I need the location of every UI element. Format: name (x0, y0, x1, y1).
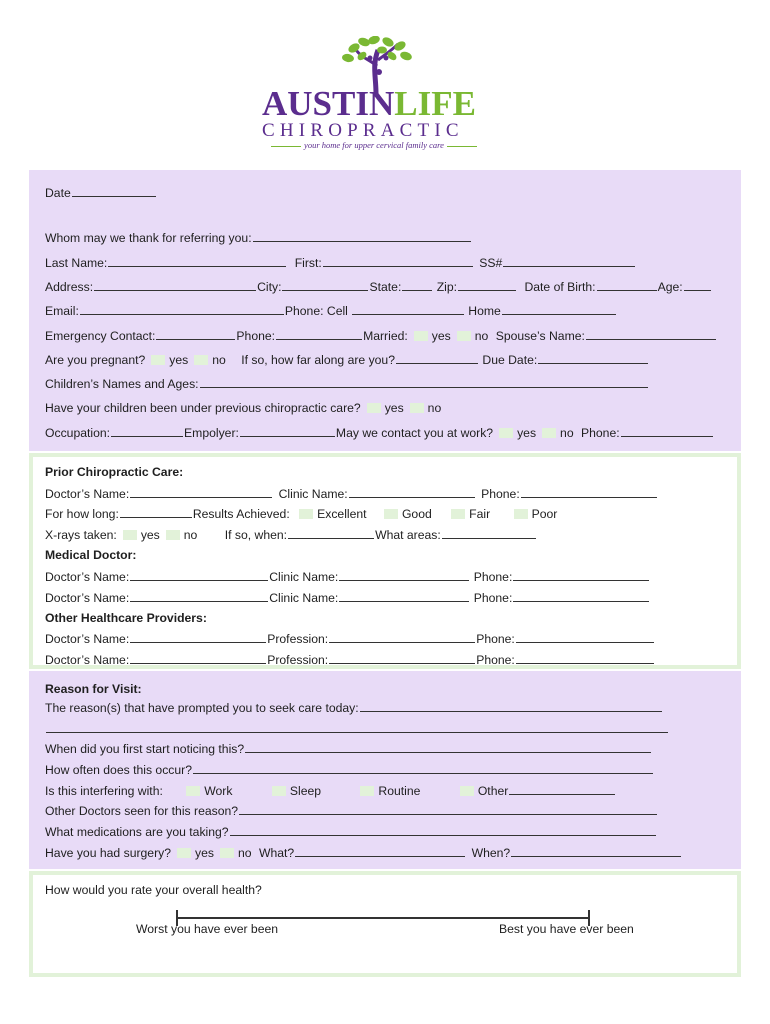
prior-phone-field[interactable] (521, 486, 657, 498)
how-far-field[interactable] (396, 352, 478, 364)
reasons-row (45, 700, 663, 715)
surgery-yes-checkbox[interactable] (177, 848, 191, 858)
medical-phone-field[interactable] (513, 569, 649, 581)
prior-care-section (29, 453, 741, 669)
fair-checkbox[interactable] (451, 509, 465, 519)
prior-doctor-label: Doctor’s Name: (45, 487, 130, 501)
dob-field[interactable] (597, 279, 657, 291)
date-label: Date (45, 186, 71, 200)
other-provider-row-2 (45, 652, 655, 667)
routine-label: Routine (378, 784, 421, 798)
xrays-yes-label: yes (140, 528, 160, 542)
when-field[interactable] (511, 845, 681, 857)
profession-field[interactable] (329, 631, 475, 643)
date-row (45, 185, 157, 200)
work-label: Work (204, 784, 233, 798)
address-field[interactable] (94, 279, 256, 291)
logo-subtitle: CHIROPRACTIC (262, 120, 464, 141)
medications-field[interactable] (230, 824, 656, 836)
prior-care-heading: Prior Chiropractic Care: (45, 465, 184, 479)
married-yes-checkbox[interactable] (414, 331, 428, 341)
austin-life-logo (258, 36, 498, 154)
married-label: Married: (363, 329, 408, 343)
contact-work-label: May we contact you at work? (335, 426, 494, 440)
xrays-yes-checkbox[interactable] (123, 530, 137, 540)
occupation-row (45, 425, 714, 440)
work-checkbox[interactable] (186, 786, 200, 796)
how-often-row (45, 762, 654, 777)
reasons-row-2 (45, 721, 669, 736)
prior-clinic-label: Clinic Name: (278, 487, 348, 501)
prior-doctor-field[interactable] (130, 486, 272, 498)
spouse-field[interactable] (586, 328, 716, 340)
logo-name (262, 84, 476, 124)
xrays-label: X-rays taken: (45, 528, 117, 542)
other-doctors-field[interactable] (239, 803, 657, 815)
good-label: Good (401, 507, 432, 521)
emergency-phone-label: Phone: (236, 329, 276, 343)
first-name-field[interactable] (323, 255, 473, 267)
profession-field[interactable] (329, 652, 475, 664)
employer-field[interactable] (240, 425, 335, 437)
medications-label: What medications are you taking? (45, 825, 229, 839)
surgery-yes-label: yes (195, 846, 214, 860)
other-providers-heading: Other Healthcare Providers: (45, 611, 207, 625)
emergency-phone-field[interactable] (276, 328, 362, 340)
other-doctors-label: Other Doctors seen for this reason? (45, 804, 239, 818)
first-notice-row (45, 741, 652, 756)
medical-doctor-field[interactable] (130, 569, 268, 581)
home-phone-field[interactable] (502, 303, 616, 315)
poor-label: Poor (531, 507, 558, 521)
prior-doctor-row (45, 486, 658, 501)
work-phone-label: Phone: (581, 426, 620, 440)
xrays-when-field[interactable] (288, 527, 374, 539)
medical-doctor-label: Doctor’s Name: (45, 591, 130, 605)
other-label: Other (477, 784, 509, 798)
first-notice-field[interactable] (245, 741, 651, 753)
children-chiro-label: Have your children been under previous chiropractic care? (45, 401, 361, 415)
other-checkbox[interactable] (460, 786, 474, 796)
medical-phone-label: Phone: (473, 570, 513, 584)
employer-label: Empolyer: (184, 426, 239, 440)
spouse-label: Spouse’s Name: (495, 329, 585, 343)
age-field[interactable] (684, 279, 711, 291)
cell-phone-field[interactable] (352, 303, 464, 315)
other-doctor-field[interactable] (130, 631, 266, 643)
logo-tagline-text: your home for upper cervical family care (304, 140, 444, 150)
other-phone-label: Phone: (476, 632, 515, 646)
referral-field[interactable] (253, 230, 471, 242)
contact-work-yes-label: yes (517, 426, 537, 440)
surgery-row (45, 845, 682, 860)
children-field[interactable] (200, 376, 648, 388)
medical-clinic-field[interactable] (339, 569, 469, 581)
sleep-label: Sleep (289, 784, 322, 798)
how-long-label: For how long: (45, 507, 119, 521)
other-provider-row-1 (45, 631, 655, 646)
scale-line (176, 917, 590, 919)
prior-clinic-field[interactable] (349, 486, 475, 498)
email-label: Email: (45, 304, 79, 318)
if-so-label: If so, when: (224, 528, 288, 542)
medical-clinic-field[interactable] (339, 590, 469, 602)
state-field[interactable] (402, 279, 432, 291)
contact-work-no-checkbox[interactable] (542, 428, 556, 438)
ss-field[interactable] (503, 255, 635, 267)
medical-doctor-heading: Medical Doctor: (45, 548, 137, 562)
worst-label: Worst you have ever been (136, 922, 279, 936)
xrays-row (45, 527, 537, 542)
medical-doctor-field[interactable] (130, 590, 268, 602)
pregnant-row (45, 352, 649, 367)
referral-label: Whom may we thank for referring you: (45, 231, 252, 245)
reasons-label: The reason(s) that have prompted you to seek care today: (45, 701, 359, 715)
children-chiro-yes-checkbox[interactable] (367, 403, 381, 413)
married-yes-label: yes (431, 329, 451, 343)
how-far-label: If so, how far along are you? (241, 353, 395, 367)
emergency-field[interactable] (156, 328, 235, 340)
xrays-no-label: no (183, 528, 198, 542)
children-chiro-no-checkbox[interactable] (410, 403, 424, 413)
contact-work-no-label: no (560, 426, 574, 440)
how-long-field[interactable] (120, 506, 192, 518)
pregnant-yes-checkbox[interactable] (151, 355, 165, 365)
overall-health-section (29, 871, 741, 977)
home-phone-label: Home (468, 304, 501, 318)
other-phone-label: Phone: (476, 653, 515, 667)
surgery-no-label: no (237, 846, 252, 860)
health-question: How would you rate your overall health? (45, 883, 262, 897)
work-phone-field[interactable] (621, 425, 713, 437)
medical-clinic-label: Clinic Name: (269, 591, 339, 605)
cell-phone-label: Phone: Cell (284, 304, 348, 318)
occupation-field[interactable] (111, 425, 183, 437)
first-notice-label: When did you first start noticing this? (45, 742, 245, 756)
sleep-checkbox[interactable] (272, 786, 286, 796)
medical-clinic-label: Clinic Name: (269, 570, 339, 584)
pregnant-yes-label: yes (169, 353, 189, 367)
children-chiro-no-label: no (427, 401, 442, 415)
age-label: Age: (657, 280, 683, 294)
when-label: When? (471, 846, 511, 860)
other-phone-field[interactable] (516, 631, 654, 643)
patient-info-section (29, 170, 741, 451)
xrays-areas-field[interactable] (442, 527, 536, 539)
medical-doctor-row-2 (45, 590, 650, 605)
ss-label: SS# (479, 256, 503, 270)
married-no-checkbox[interactable] (457, 331, 471, 341)
other-doctor-label: Doctor’s Name: (45, 653, 130, 667)
children-row (45, 376, 649, 391)
other-phone-field[interactable] (516, 652, 654, 664)
fair-label: Fair (469, 507, 491, 521)
contact-work-yes-checkbox[interactable] (499, 428, 513, 438)
children-label: Children’s Names and Ages: (45, 377, 199, 391)
medications-row (45, 824, 657, 839)
married-no-label: no (474, 329, 489, 343)
profession-label: Profession: (267, 653, 329, 667)
reasons-field-2[interactable] (46, 721, 668, 733)
excellent-checkbox[interactable] (299, 509, 313, 519)
first-name-label: First: (294, 256, 322, 270)
due-date-label: Due Date: (482, 353, 538, 367)
areas-label: What areas: (375, 528, 441, 542)
zip-field[interactable] (458, 279, 516, 291)
excellent-label: Excellent (317, 507, 367, 521)
referral-row (45, 230, 472, 245)
address-label: Address: (45, 280, 94, 294)
logo-name-part2: LIFE (394, 84, 476, 123)
xrays-no-checkbox[interactable] (166, 530, 180, 540)
reason-for-visit-section (29, 671, 741, 869)
reason-heading: Reason for Visit: (45, 682, 142, 696)
interfering-row (45, 783, 616, 798)
how-often-field[interactable] (193, 762, 653, 774)
other-doctor-label: Doctor’s Name: (45, 632, 130, 646)
how-often-label: How often does this occur? (45, 763, 193, 777)
state-label: State: (369, 280, 402, 294)
dob-label: Date of Birth: (524, 280, 596, 294)
surgery-label: Have you had surgery? (45, 846, 172, 860)
medical-doctor-row-1 (45, 569, 650, 584)
pregnant-no-label: no (212, 353, 226, 367)
emergency-label: Emergency Contact: (45, 329, 156, 343)
poor-checkbox[interactable] (514, 509, 528, 519)
reasons-field[interactable] (360, 700, 662, 712)
prior-how-long-row (45, 506, 557, 521)
emergency-row (45, 328, 717, 343)
address-row (45, 279, 712, 294)
pregnant-label: Are you pregnant? (45, 353, 146, 367)
surgery-no-checkbox[interactable] (220, 848, 234, 858)
pregnant-no-checkbox[interactable] (194, 355, 208, 365)
zip-label: Zip: (436, 280, 458, 294)
name-row (45, 255, 636, 270)
occupation-label: Occupation: (45, 426, 111, 440)
medical-doctor-label: Doctor’s Name: (45, 570, 130, 584)
last-name-label: Last Name: (45, 256, 108, 270)
other-doctors-row (45, 803, 658, 818)
due-date-field[interactable] (538, 352, 648, 364)
prior-phone-label: Phone: (481, 487, 520, 501)
email-field[interactable] (80, 303, 284, 315)
medical-phone-field[interactable] (513, 590, 649, 602)
last-name-field[interactable] (108, 255, 286, 267)
city-field[interactable] (282, 279, 368, 291)
date-field[interactable] (72, 185, 156, 197)
logo-tagline (258, 140, 490, 150)
other-field[interactable] (509, 783, 615, 795)
medical-phone-label: Phone: (473, 591, 513, 605)
what-field[interactable] (295, 845, 465, 857)
other-doctor-field[interactable] (130, 652, 266, 664)
best-label: Best you have ever been (499, 922, 634, 936)
logo-name-part1: AUSTIN (262, 84, 395, 123)
results-label: Results Achieved: (192, 507, 290, 521)
city-label: City: (257, 280, 282, 294)
what-label: What? (258, 846, 295, 860)
routine-checkbox[interactable] (360, 786, 374, 796)
interfering-label: Is this interfering with: (45, 784, 163, 798)
email-row (45, 303, 617, 318)
good-checkbox[interactable] (384, 509, 398, 519)
children-chiro-row (45, 401, 441, 415)
children-chiro-yes-label: yes (384, 401, 404, 415)
profession-label: Profession: (267, 632, 329, 646)
